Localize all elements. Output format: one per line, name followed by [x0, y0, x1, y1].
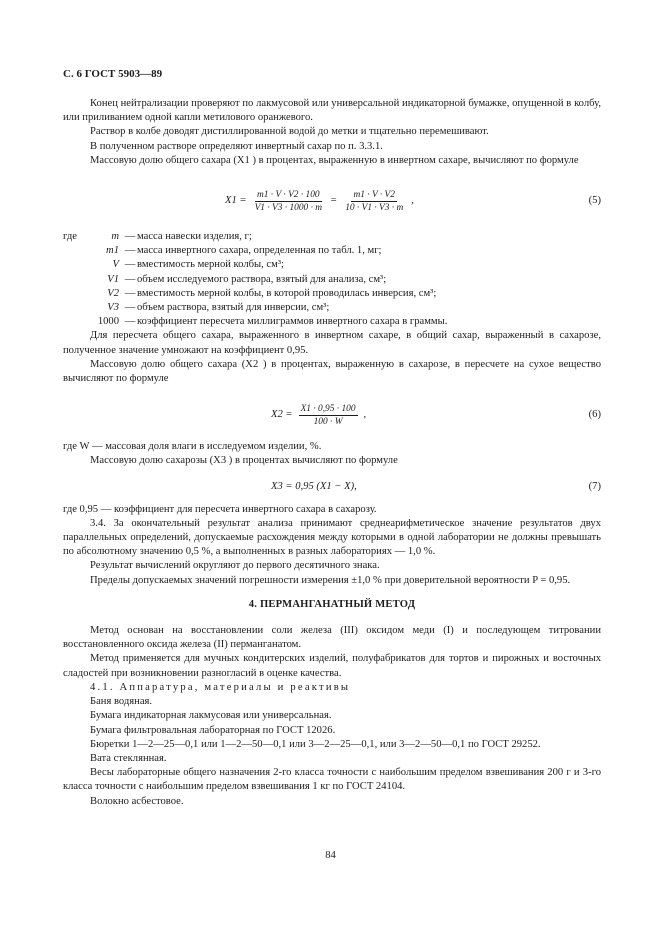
- equation-number: (5): [588, 195, 601, 207]
- legend-symbol: V1: [107, 273, 119, 285]
- formula-lhs: X1 =: [225, 194, 247, 206]
- legend-text: коэффициент пересчета миллиграммов инвертного сахара в граммы.: [137, 316, 448, 328]
- list-item: Волокно асбестовое.: [90, 795, 184, 807]
- formula-body: X3 = 0,95 (X1 − X),: [271, 480, 357, 492]
- list-item: Бумага фильтровальная лабораторная по ГОСТ 12026.: [90, 724, 336, 736]
- denominator: V1 · V3 · 1000 · m: [254, 202, 323, 213]
- fraction: [299, 403, 358, 428]
- formula-5: [63, 184, 601, 220]
- section-title: 4. ПЕРМАНГАНАТНЫЙ МЕТОД: [248, 598, 416, 610]
- denominator: 10 · V1 · V3 · m: [345, 202, 404, 213]
- formula-legend: где W — массовая доля влаги в исследуемом изделии, %.: [63, 441, 322, 453]
- formula-7: [63, 477, 601, 503]
- legend-symbol: m: [111, 231, 119, 243]
- legend-dash: —: [124, 287, 136, 299]
- legend-prefix: [63, 315, 85, 329]
- paragraph: Массовую долю общего сахара (X2 ) в процентах, выраженную в сахарозе, в пересчете на сухое вещество вычисляют по формуле: [63, 358, 601, 385]
- legend-dash: —: [124, 245, 136, 257]
- legend-text: масса навески изделия, г;: [137, 231, 252, 243]
- legend-symbol: V3: [107, 302, 119, 314]
- list-item: Бюретки 1—2—25—0,1 или 1—2—50—0,1 или 3—2—25—0,1, или 3—2—50—0,1 по ГОСТ 29252.: [90, 738, 541, 750]
- paragraph: Массовую долю сахарозы (X3 ) в процентах вычисляют по формуле: [90, 455, 398, 467]
- list-item: Вата стеклянная.: [90, 752, 167, 764]
- legend-row: [63, 273, 601, 287]
- legend-text: объем раствора, взятый для инверсии, см³;: [137, 302, 330, 314]
- legend-text: вместимость мерной колбы, в которой проводилась инверсия, см³;: [137, 287, 437, 299]
- formula-lhs: X2 =: [271, 409, 293, 421]
- legend-prefix: [63, 244, 85, 258]
- fraction: [253, 189, 324, 214]
- legend-text: объем исследуемого раствора, взятый для анализа, см³;: [137, 273, 387, 285]
- list-item: Весы лабораторные общего назначения 2-го класса точности с наибольшим пределом взвешивания 200 г и 3-го класса точности с наибольшим пределом взвешивания 1 кг по ГОСТ 24104.: [63, 767, 601, 793]
- formula-tail: ,: [411, 194, 414, 206]
- list-item: Баня водяная.: [90, 696, 153, 708]
- paragraph: Массовую долю общего сахара (X1 ) в процентах, выраженную в инвертном сахаре, вычисляют по формуле: [90, 154, 579, 166]
- legend-row: [63, 230, 601, 244]
- numerator: X1 · 0,95 · 100: [300, 403, 356, 414]
- legend-prefix: [63, 287, 85, 301]
- page-header: С. 6 ГОСТ 5903—89: [63, 68, 163, 80]
- paragraph: Для пересчета общего сахара, выраженного в инвертном сахаре, в общий сахар, выраженный в сахарозе, полученное значение умножают на коэффициент 0,95.: [63, 330, 601, 356]
- legend-row: [63, 258, 601, 272]
- equation-number: (6): [588, 409, 601, 421]
- legend-prefix: где: [63, 231, 77, 243]
- denominator: 100 · W: [313, 416, 343, 427]
- page-body: [63, 97, 601, 809]
- legend-row: [63, 244, 601, 258]
- formula-tail: ,: [363, 409, 367, 421]
- fraction: [343, 189, 405, 214]
- page-number: 84: [325, 850, 336, 861]
- legend-symbol: V2: [107, 287, 119, 299]
- legend-symbol: 1000: [97, 316, 119, 328]
- legend-dash: —: [124, 231, 136, 243]
- paragraph: Раствор в колбе доводят дистиллированной водой до метки и тщательно перемешивают.: [90, 126, 489, 138]
- paragraph: Пределы допускаемых значений погрешности измерения ±1,0 % при доверительной вероятности P = 0,95.: [90, 574, 571, 586]
- legend-row: [63, 315, 601, 329]
- legend-dash: —: [124, 259, 136, 271]
- list-item: Бумага индикаторная лакмусовая или универсальная.: [90, 710, 332, 722]
- legend-text: масса инвертного сахара, определенная по табл. 1, мг;: [137, 245, 382, 257]
- legend-row: [63, 301, 601, 315]
- paragraph: Метод применяется для мучных кондитерских изделий, полуфабрикатов для тортов и пирожных и восточных сладостей при возникновении разногласий в оценке качества.: [63, 653, 601, 679]
- subsection-heading: 4.1. Аппаратура, материалы и реактивы: [90, 681, 351, 693]
- legend-prefix: [63, 258, 85, 272]
- legend-dash: —: [124, 273, 136, 285]
- legend-text: вместимость мерной колбы, см³;: [137, 259, 284, 271]
- formula-6: [63, 398, 601, 432]
- legend-dash: —: [124, 302, 136, 314]
- equation-number: (7): [588, 480, 601, 492]
- legend-prefix: [63, 301, 85, 315]
- paragraph: Результат вычислений округляют до первого десятичного знака.: [90, 560, 380, 572]
- legend-symbol: V: [112, 259, 119, 271]
- paragraph: Метод основан на восстановлении соли железа (III) оксидом меди (I) и последующем титровании восстановленного оксида железа (II) перманганатом.: [63, 625, 601, 651]
- numerator: m1 · V · V2 · 100: [257, 189, 320, 200]
- legend-row: [63, 287, 601, 301]
- legend-symbol: m1: [106, 245, 119, 257]
- formula-legend: [63, 230, 601, 329]
- equals-sign: =: [330, 194, 338, 206]
- paragraph: В полученном растворе определяют инвертный сахар по п. 3.3.1.: [90, 140, 383, 152]
- legend-prefix: [63, 273, 85, 287]
- formula-legend: где 0,95 — коэффициент для пересчета инвертного сахара в сахарозу.: [63, 503, 377, 515]
- legend-dash: —: [124, 316, 136, 328]
- numerator: m1 · V · V2: [353, 189, 395, 200]
- paragraph: 3.4. За окончательный результат анализа принимают среднеарифметическое значение результатов двух параллельных определений, допускаемые расхождения между которыми в одной лаборатории не должны превышать по абсолютному значению 0,5 %, а выполненных в разных лабораториях — 1,0 %.: [63, 517, 601, 558]
- paragraph: Конец нейтрализации проверяют по лакмусовой или универсальной индикаторной бумажке, опущенной в колбу, или приливанием одной капли метилового оранжевого.: [63, 98, 601, 124]
